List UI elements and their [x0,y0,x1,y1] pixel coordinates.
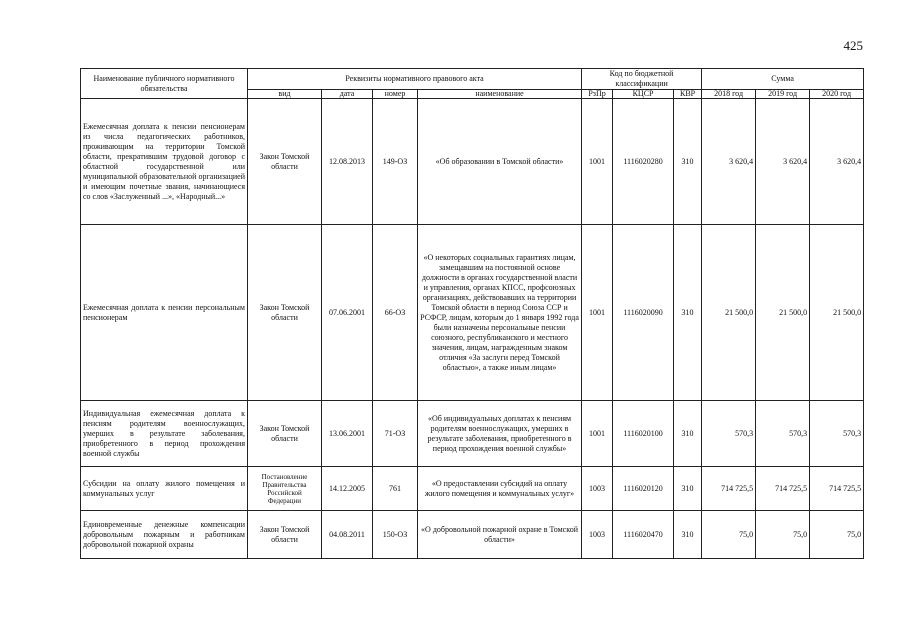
row-act-date: 13.06.2001 [322,401,373,467]
row-rzpr: 1003 [582,511,613,559]
row-kvr: 310 [674,99,702,225]
row-kvr: 310 [674,225,702,401]
row-kvr: 310 [674,467,702,511]
header-date: дата [322,90,373,99]
row-act-title: «О предоставлении субсидий на оплату жилого помещения и коммунальных услуг» [418,467,582,511]
row-act-date: 14.12.2005 [322,467,373,511]
table-row [81,467,864,511]
header-sum: Сумма [702,69,864,90]
row-kcsr: 1116020280 [613,99,674,225]
header-kvr: КВР [674,90,702,99]
row-act-kind: Постановление Правительства Российской Федерации [248,467,322,511]
row-act-date: 07.06.2001 [322,225,373,401]
header-2018: 2018 год [702,90,756,99]
header-act-details: Реквизиты нормативного правового акта [248,69,582,90]
row-act-kind: Закон Томской области [248,401,322,467]
row-act-title: «Об индивидуальных доплатах к пенсиям родителям военнослужащих, умерших в результате заболевания, приобретенного в период прохождения военной службы» [418,401,582,467]
table-row [81,225,864,401]
header-number: номер [373,90,418,99]
row-sum-2020: 3 620,4 [810,99,864,225]
row-rzpr: 1001 [582,99,613,225]
page-number: 425 [843,38,863,53]
row-sum-2019: 714 725,5 [756,467,810,511]
row-act-kind: Закон Томской области [248,99,322,225]
row-rzpr: 1003 [582,467,613,511]
header-kcsr: КЦСР [613,90,674,99]
row-kcsr: 1116020090 [613,225,674,401]
row-sum-2020: 570,3 [810,401,864,467]
row-kvr: 310 [674,401,702,467]
row-act-date: 12.08.2013 [322,99,373,225]
row-sum-2020: 75,0 [810,511,864,559]
row-act-number: 71-ОЗ [373,401,418,467]
header-2020: 2020 год [810,90,864,99]
row-sum-2018: 3 620,4 [702,99,756,225]
table-row [81,99,864,225]
row-act-date: 04.08.2011 [322,511,373,559]
obligations-table [80,68,864,559]
row-sum-2020: 21 500,0 [810,225,864,401]
header-name: Наименование публичного нормативного обязательства [81,69,248,99]
header-2019: 2019 год [756,90,810,99]
row-sum-2019: 3 620,4 [756,99,810,225]
row-sum-2018: 714 725,5 [702,467,756,511]
row-sum-2018: 570,3 [702,401,756,467]
row-act-title: «О добровольной пожарной охране в Томской области» [418,511,582,559]
header-title: наименование [418,90,582,99]
row-act-title: «О некоторых социальных гарантиях лицам, замещавшим на постоянной основе должности в органах государственной власти и управления, органах КПСС, профсоюзных организациях, действовавших на территории Томской области в период Союза ССР и РСФСР, лицам, которым до 1 января 1992 года были назначены персональные пенсии союзного, республиканского и местного значения, лицам, награжденным знаком отличия «За заслуги перед Томской областью», а также иным лицам» [418,225,582,401]
row-kcsr: 1116020120 [613,467,674,511]
row-act-number: 66-ОЗ [373,225,418,401]
row-rzpr: 1001 [582,401,613,467]
row-act-number: 149-ОЗ [373,99,418,225]
row-rzpr: 1001 [582,225,613,401]
row-kvr: 310 [674,511,702,559]
row-sum-2018: 75,0 [702,511,756,559]
row-act-kind: Закон Томской области [248,225,322,401]
row-sum-2018: 21 500,0 [702,225,756,401]
row-name: Ежемесячная доплата к пенсии персональным пенсионерам [81,225,248,401]
row-name: Единовременные денежные компенсации добровольным пожарным и работникам добровольной пожарной охраны [81,511,248,559]
row-sum-2019: 570,3 [756,401,810,467]
header-kind: вид [248,90,322,99]
row-name: Индивидуальная ежемесячная доплата к пенсиям родителям военнослужащих, умерших в результате заболевания, приобретенного в период прохождения военной службы [81,401,248,467]
row-kcsr: 1116020100 [613,401,674,467]
row-sum-2020: 714 725,5 [810,467,864,511]
row-act-number: 150-ОЗ [373,511,418,559]
header-budget-code: Код по бюджетной классификации [582,69,702,90]
table-row [81,511,864,559]
row-act-title: «Об образовании в Томской области» [418,99,582,225]
row-sum-2019: 21 500,0 [756,225,810,401]
row-name: Ежемесячная доплата к пенсии пенсионерам из числа педагогических работников, проживающим на территории Томской области, прекратившим трудовой договор с областной государственной или муниципальной образовательной организацией и имеющим почетные звания, начинающиеся со слов «Заслуженный ...», «Народный...» [81,99,248,225]
header-rzpr: РзПр [582,90,613,99]
table-row [81,401,864,467]
row-name: Субсидии на оплату жилого помещения и коммунальных услуг [81,467,248,511]
row-act-kind: Закон Томской области [248,511,322,559]
row-act-number: 761 [373,467,418,511]
row-kcsr: 1116020470 [613,511,674,559]
row-sum-2019: 75,0 [756,511,810,559]
